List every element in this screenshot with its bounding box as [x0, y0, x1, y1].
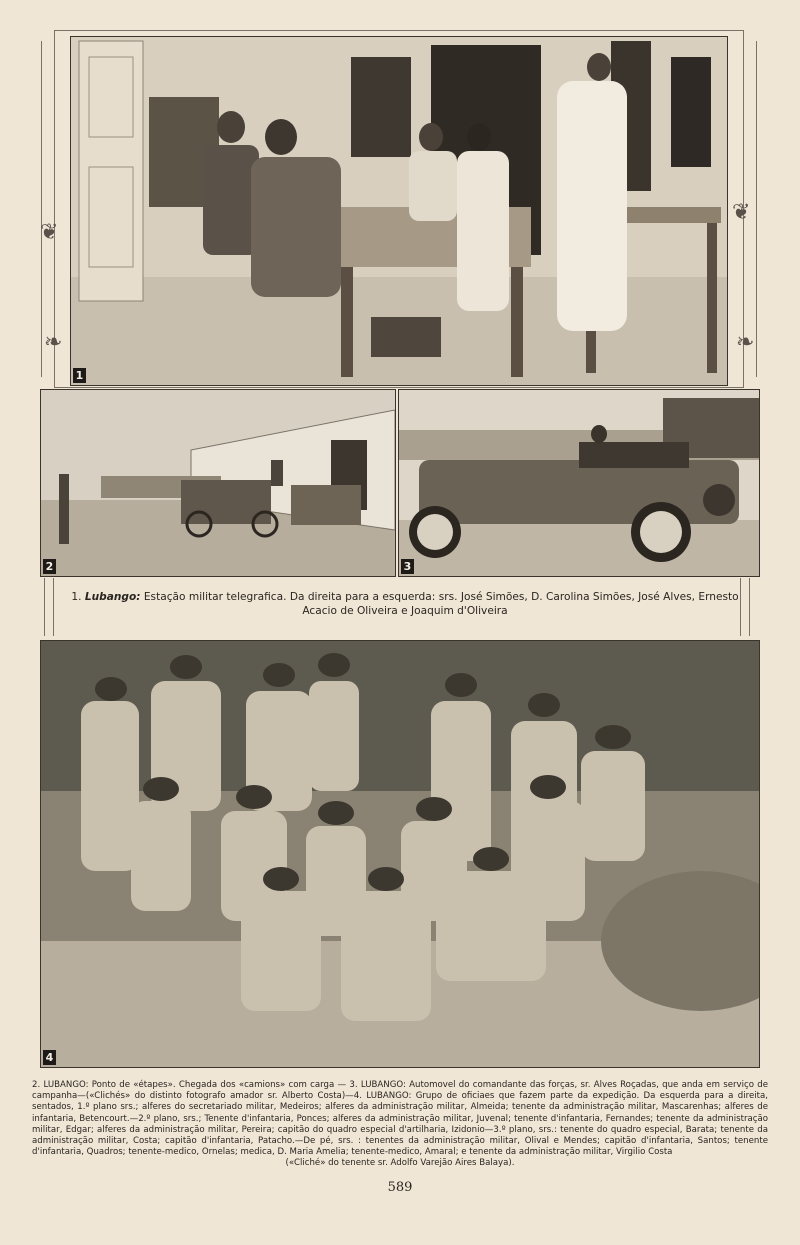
caption-place: Lubango:: [84, 591, 141, 603]
caption-credit: («Cliché» do tenente sr. Adolfo Varejão Aires Balaya).: [285, 1158, 515, 1169]
leaf-ornament-icon: ❧: [44, 330, 63, 355]
photo-number-badge: 1: [73, 368, 86, 383]
caption-text: 2. LUBANGO: Ponto de «étapes». Chegada dos «camions» com carga — 3. LUBANGO: Automovel do comandante das forças, sr. Alves Roçadas, que anda em serviço de campanha—(«Clichés» do distinto fotografo amador sr. Alberto Costa)—4. LUBANGO: Grupo de oficiaes que fazem parte da expedição. Da esquerda para a direita, sentados, 1.º plano srs.; alferes do secretariado militar, Medeiros; alferes da administração militar, Almeida; tenente da administração militar, Mascarenhas; alferes de infantaria, Betencourt.—2.º plano, srs.; Tenente d'infantaria, Ponces; alferes da administração militar, Juvenal; tenente d'infantaria, Fernandes; tenente da administração militar, Edgar; alferes da administração militar, Pereira; capitão do quadro especial d'artilharia, Izidonio—3.º plano, srs.: tenente do quadro especial, Barata; tenente da administração militar, Costa; capitão d'infantaria, Patacho.—De pé, srs. : tenentes da administração militar, Olival e Mendes; capitão d'infantaria, Santos; tenente d'infantaria, Quadros; tenente-medico, Ornelas; medica, D. Maria Amelia; tenente-medico, Amaral; e tenente da administração militar, Virgilio Costa: [32, 1080, 768, 1158]
photo-commander-car: [398, 389, 760, 577]
photo-trucks-arrival-image: [41, 390, 395, 576]
photo-telegraph-station: [70, 36, 728, 386]
photo-trucks-arrival: [40, 389, 396, 577]
photo-number-badge: 3: [401, 559, 414, 574]
caption-ornament-left: [44, 578, 54, 636]
leaf-ornament-icon: ❦: [40, 220, 59, 245]
caption-text: Estação militar telegrafica. Da direita para a esquerda: srs. José Simões, D. Carolina Simões, José Alves, Ernesto Acacio de Oliveira e Joaquim d'Oliveira: [140, 591, 739, 617]
caption-photos-2-3-4: [32, 1080, 768, 1170]
page-number: 589: [387, 1180, 413, 1195]
frame-vine-left: [41, 41, 55, 377]
caption-number: 1.: [71, 591, 85, 603]
leaf-ornament-icon: ❦: [732, 200, 751, 225]
photo-officers-group-image: [41, 641, 759, 1067]
photo-commander-car-image: [399, 390, 759, 576]
photo-telegraph-station-image: [71, 37, 727, 385]
photo-number-badge: 4: [43, 1050, 56, 1065]
caption-photo-1: [60, 590, 750, 618]
leaf-ornament-icon: ❧: [736, 330, 755, 355]
photo-number-badge: 2: [43, 559, 56, 574]
photo-officers-group: [40, 640, 760, 1068]
